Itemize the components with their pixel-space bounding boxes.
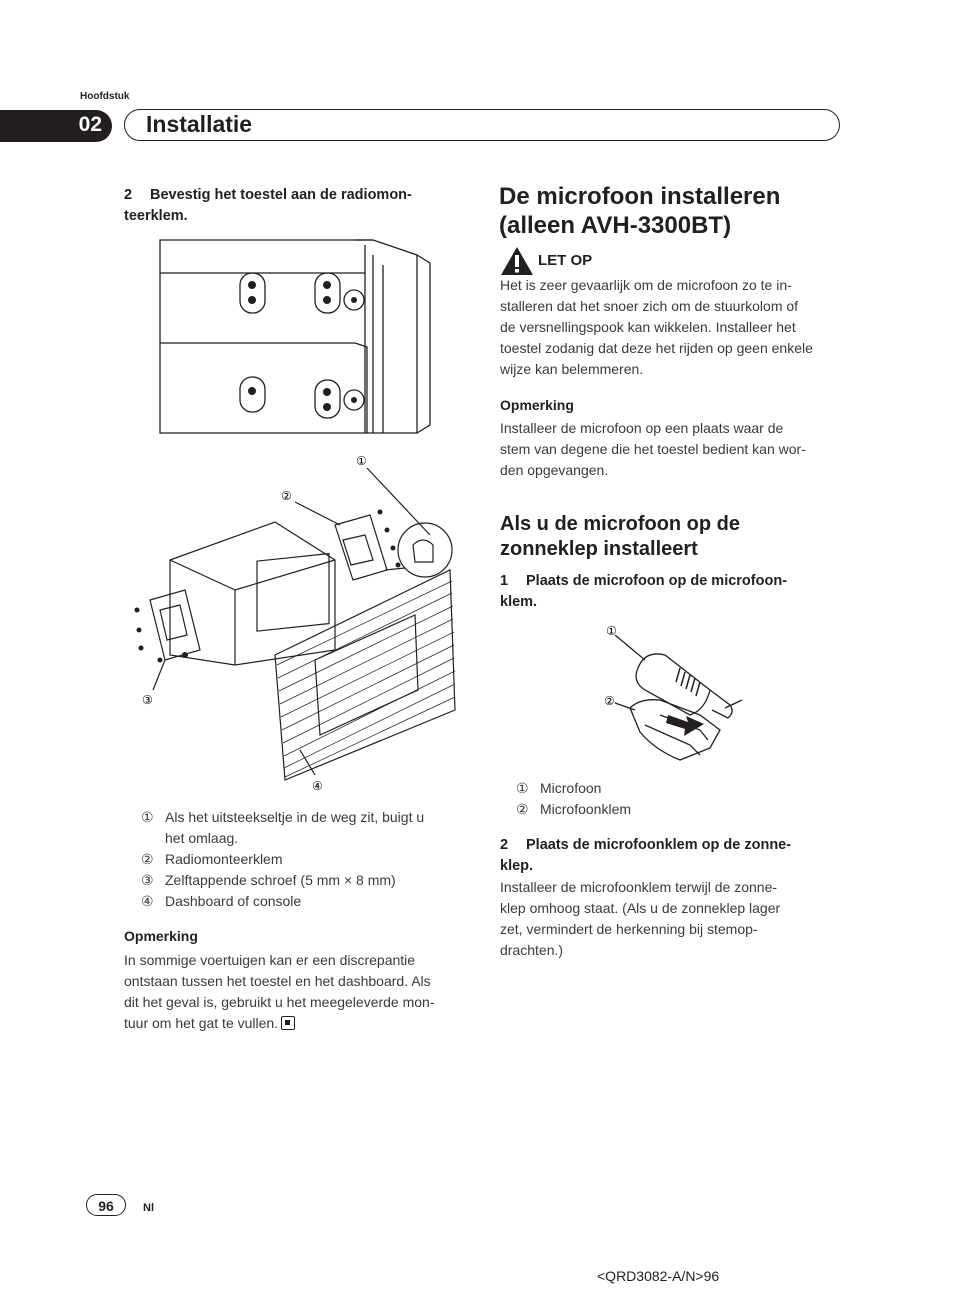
- chapter-title: Installatie: [146, 111, 253, 137]
- mic-callout-2: ②: [604, 694, 615, 708]
- body-line: klep omhoog staat. (Als u de zonneklep lager: [500, 900, 781, 916]
- left-note-body: [124, 950, 474, 1034]
- step-number: 2: [500, 837, 509, 853]
- legend-text: Microfoonklem: [540, 801, 632, 817]
- caution-line: Het is zeer gevaarlijk om de microfoon zo te in-: [500, 277, 792, 293]
- legend-num: ①: [141, 809, 154, 825]
- caution-line: wijze kan belemmeren.: [500, 361, 644, 377]
- caution-line: stalleren dat het snoer zich om de stuurkolom of: [500, 298, 799, 314]
- legend-num: ①: [516, 780, 529, 796]
- step-text-line2: teerklem.: [124, 208, 188, 224]
- note-line: tuur om het gat te vullen.: [124, 1015, 279, 1031]
- note-line: Installeer de microfoon op een plaats waar de: [500, 420, 784, 436]
- callout-2: ②: [281, 489, 292, 503]
- body-line: drachten.): [500, 942, 564, 958]
- legend-text-cont: het omlaag.: [165, 830, 239, 846]
- right-legend: [516, 778, 836, 820]
- section-title-line: De microfoon installeren: [499, 183, 781, 210]
- legend-num: ②: [516, 801, 529, 817]
- end-mark-icon: [281, 1016, 295, 1030]
- warning-icon: [500, 246, 534, 276]
- legend-num: ②: [141, 851, 154, 867]
- legend-item: [141, 807, 471, 849]
- legend-num: ④: [141, 893, 154, 909]
- legend-text: Dashboard of console: [165, 893, 302, 909]
- right-step-2-body: [500, 877, 850, 961]
- note-line: den opgevangen.: [500, 462, 609, 478]
- callout-3: ③: [142, 693, 153, 707]
- subsection-title: [500, 512, 850, 562]
- installation-exploded-illustration: [125, 450, 465, 800]
- left-note-heading: Opmerking: [124, 928, 198, 944]
- caution-body: [500, 275, 850, 380]
- legend-item: [141, 849, 471, 870]
- chapter-number: 02: [78, 113, 102, 136]
- step-text-line1: Plaats de microfoonklem op de zonne-: [526, 837, 792, 853]
- note-line: stem van degene die het toestel bedient kan wor-: [500, 441, 806, 457]
- step-text-line1: Bevestig het toestel aan de radiomon-: [150, 187, 412, 203]
- left-step-2: [124, 185, 464, 227]
- body-line: Installeer de microfoonklem terwijl de zonne-: [500, 879, 778, 895]
- legend-text: Als het uitsteekseltje in de weg zit, buigt u: [165, 809, 425, 825]
- chapter-label: Hoofdstuk: [80, 91, 130, 102]
- body-line: zet, vermindert de herkenning bij stemop-: [500, 921, 758, 937]
- right-step-1: [500, 571, 850, 613]
- legend-item: [516, 778, 836, 799]
- legend-text: Microfoon: [540, 780, 602, 796]
- caution-label: LET OP: [538, 252, 593, 269]
- left-legend: [141, 807, 471, 912]
- language-code: Nl: [143, 1202, 154, 1214]
- mic-callout-1: ①: [606, 624, 617, 638]
- right-note-heading: Opmerking: [500, 397, 574, 413]
- section-title-line: (alleen AVH-3300BT): [499, 212, 732, 239]
- microphone-clip-illustration: [600, 620, 750, 770]
- step-number: 1: [500, 573, 509, 589]
- legend-item: [141, 870, 471, 891]
- caution-line: de versnellingspook kan wikkelen. Installeer het: [500, 319, 796, 335]
- note-line: dit het geval is, gebruikt u het meegeleverde mon-: [124, 994, 435, 1010]
- right-note-body: [500, 418, 850, 481]
- step-number: 2: [124, 187, 133, 203]
- step-text-line2: klep.: [500, 858, 534, 874]
- callout-1: ①: [356, 454, 367, 468]
- step-text-line1: Plaats de microfoon op de microfoon-: [526, 573, 788, 589]
- subsection-title-line: zonneklep installeert: [500, 538, 698, 560]
- callout-4: ④: [312, 779, 323, 793]
- right-step-2: [500, 835, 850, 877]
- caution-line: toestel zodanig dat deze het rijden op geen enkele: [500, 340, 813, 356]
- legend-text: Zelftappende schroef (5 mm × 8 mm): [165, 872, 396, 888]
- bracket-plate-illustration: [155, 235, 435, 440]
- chapter-number-tab: [0, 110, 112, 142]
- subsection-title-line: Als u de microfoon op de: [500, 513, 741, 535]
- legend-item: [516, 799, 836, 820]
- section-title: [499, 182, 849, 240]
- note-line: In sommige voertuigen kan er een discrepantie: [124, 952, 416, 968]
- document-code: <QRD3082-A/N>96: [597, 1268, 720, 1284]
- step-text-line2: klem.: [500, 594, 538, 610]
- note-line: ontstaan tussen het toestel en het dashboard. Als: [124, 973, 431, 989]
- legend-num: ③: [141, 872, 154, 888]
- page-number: 96: [86, 1194, 126, 1216]
- legend-item: [141, 891, 471, 912]
- legend-text: Radiomonteerklem: [165, 851, 283, 867]
